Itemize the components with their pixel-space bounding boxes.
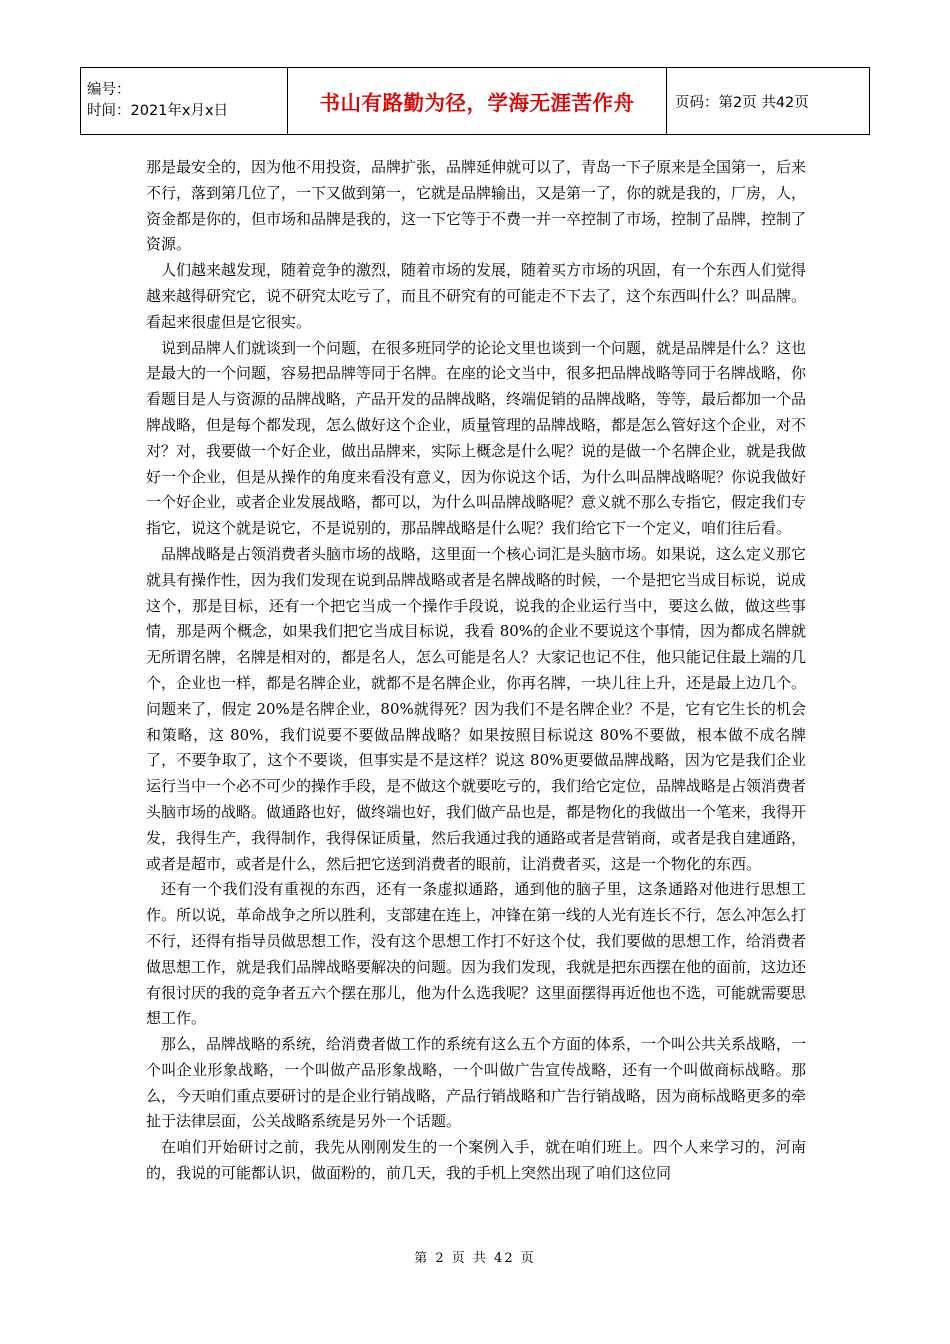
page-footer: 第 2 页 共 42 页 <box>414 1251 536 1266</box>
paragraph: 说到品牌人们就谈到一个问题，在很多班同学的论论文里也谈到一个问题，就是品牌是什么？这也是最大的一个问题，容易把品牌等同于名牌。在座的论文当中，很多把品牌战略等同于名牌战略，你看题目是人与资源的品牌战略，产品开发的品牌战略，终端促销的品牌战略，等等，最后都加一个品牌战略，但是每个都发现，怎么做好这个企业，质量管理的品牌战略，都是怎么管好这个企业，对不对？对，我要做一个好企业，做出品牌来，实际上概念是什么呢？说的是做一个名牌企业，就是我做好一个企业，但是从操作的角度来看没有意义，因为你说这个话，为什么叫品牌战略呢？你说我做好一个好企业，或者企业发展战略，都可以，为什么叫品牌战略呢？意义就不那么专指它，假定我们专指它，说这个就是说它，不是说别的，那品牌战略是什么呢？我们给它下一个定义，咱们往后看。 <box>146 338 807 538</box>
header-page-label: 页码：第2页 共42页 <box>675 94 809 111</box>
header-table <box>80 67 870 135</box>
header-page-cell <box>667 68 870 135</box>
paragraph: 那是最安全的，因为他不用投资，品牌扩张，品牌延伸就可以了，青岛一下子原来是全国第一，后来不行，落到第几位了，一下又做到第一，它就是品牌输出，又是第一了，你的就是我的，厂房，人，资金都是你的，但市场和品牌是我的，这一下它等于不费一并一卒控制了市场，控制了品牌，控制了资源。 <box>146 158 807 254</box>
paragraph: 人们越来越发现，随着竞争的激烈，随着市场的发展，随着买方市场的巩固，有一个东西人们觉得越来越得研究它，说不研究太吃亏了，而且不研究有的可能走不下去了，这个东西叫什么？叫品牌。看起来很虚但是它很实。 <box>146 261 807 331</box>
document-time-label: 时间：2021年x月x日 <box>87 103 229 119</box>
header-motto-cell <box>288 68 667 135</box>
document-number-label: 编号： <box>87 82 131 98</box>
paragraph: 那么，品牌战略的系统，给消费者做工作的系统有这么五个方面的体系，一个叫公共关系战略，一个叫企业形象战略，一个叫做产品形象战略，一个叫做广告宣传战略，还有一个叫做商标战略。那么，今天咱们重点要研讨的是企业行销战略，产品行销战略和广告行销战略，因为商标战略更多的牵扯于法律层面，公关战略系统是另外一个话题。 <box>146 1035 807 1131</box>
paragraph: 还有一个我们没有重视的东西，还有一条虚拟通路，通到他的脑子里，这条通路对他进行思想工作。所以说，革命战争之所以胜利，支部建在连上，冲锋在第一线的人光有连长不行，怎么冲怎么打不行，还得有指导员做思想工作，没有这个思想工作打不好这个仗，我们要做的思想工作，给消费者做思想工作，就是我们品牌战略要解决的问题。因为我们发现，我就是把东西摆在他的面前，这边还有很讨厌的我的竞争者五六个摆在那儿，他为什么选我呢？这里面摆得再近他也不选，可能就需要思想工作。 <box>146 880 807 1028</box>
header-motto: 书山有路勤为径，学海无涯苦作舟 <box>319 91 635 115</box>
paragraph: 品牌战略是占领消费者头脑市场的战略，这里面一个核心词汇是头脑市场。如果说，这么定义那它就具有操作性，因为我们发现在说到品牌战略或者是名牌战略的时候，一个是把它当成目标说，说成这个，那是目标，还有一个把它当成一个操作手段说，说我的企业运行当中，要这么做，做这些事情，那是两个概念，如果我们把它当成目标说，我看 80%的企业不要说这个事情，因为都成名牌就无所谓名牌，名牌是相对的，都是名人，怎么可能是名人？大家记也记不住，他只能记住最上端的几个，企业也一样，都是名牌企业，就都不是名牌企业，你再名牌，一块儿往上升，还是最上边几个。问题来了，假定 20%是名牌企业，80%就得死？因为我们不是名牌企业？不是，它有它生长的机会和策略，这 80%，我们说要不要做品牌战略？如果按照目标说这 80%不要做，根本做不成名牌了，不要争取了，这个不要谈，但事实是不是这样？说这 80%更要做品牌战略，因为它是我们企业运行当中一个必不可少的操作手段，是不做这个就要吃亏的，我们给它定位，品牌战略是占领消费者头脑市场的战略。做通路也好，做终端也好，我们做产品也是，都是物化的我做出一个笔来，我得开发，我得生产，我得制作，我得保证质量，然后我通过我的通路或者是营销商，或者是我自建通路，或者是超市，或者是什么，然后把它送到消费者的眼前，让消费者买，这是一个物化的东西。 <box>146 544 807 873</box>
header-left-cell <box>81 68 288 135</box>
document-body <box>146 155 806 1187</box>
paragraph: 在咱们开始研讨之前，我先从刚刚发生的一个案例入手，就在咱们班上。四个人来学习的，河南的，我说的可能都认识，做面粉的，前几天，我的手机上突然出现了咱们这位同 <box>146 1138 806 1183</box>
